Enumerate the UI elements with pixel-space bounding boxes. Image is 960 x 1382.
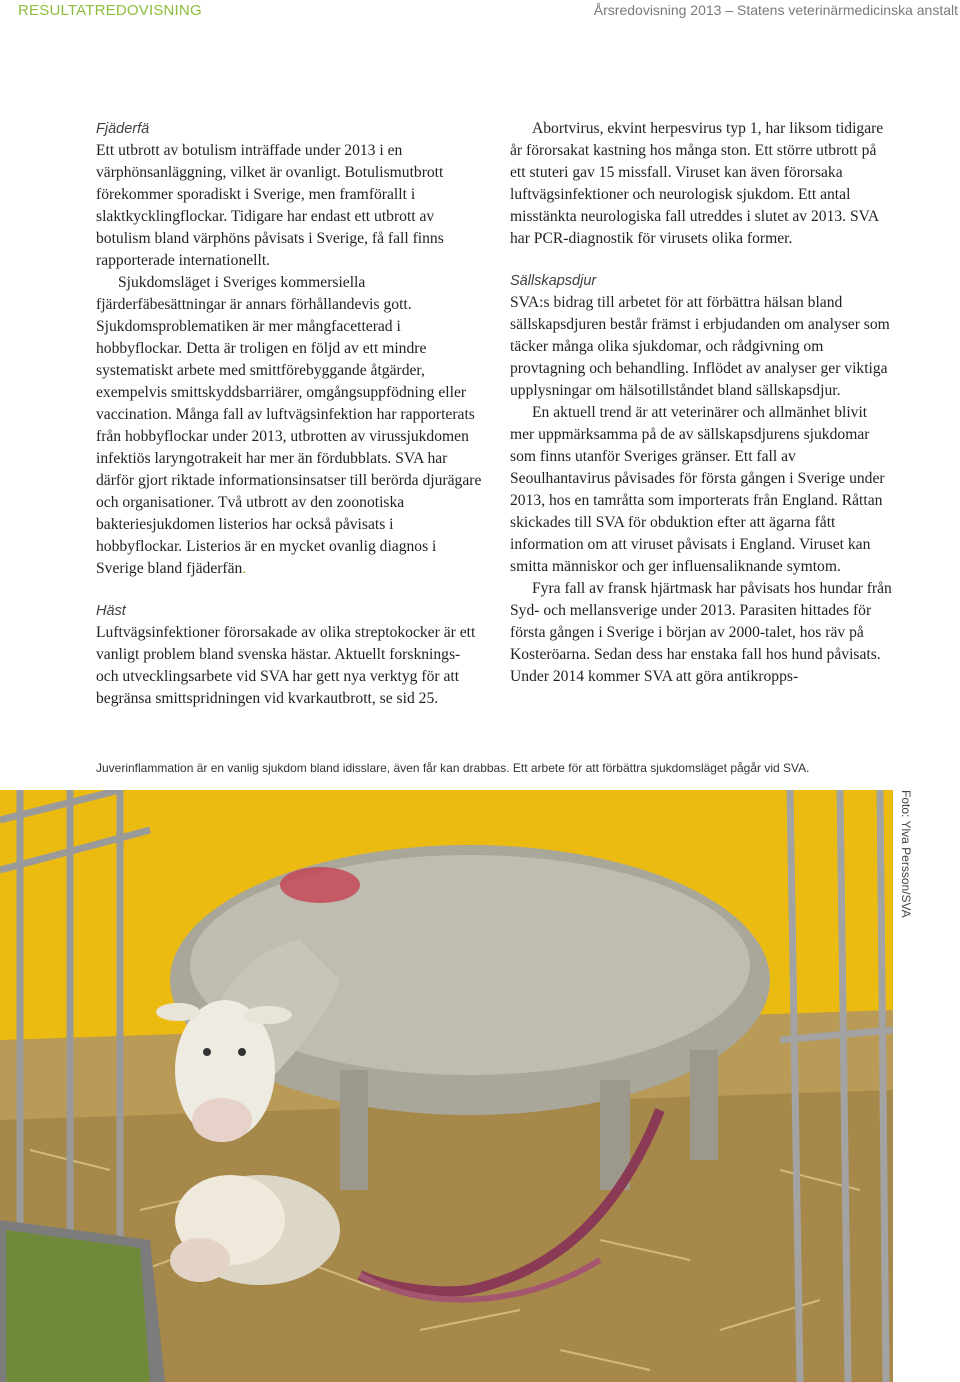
heading-sallskapsdjur: Sällskapsdjur [510, 273, 597, 289]
heading-hast: Häst [96, 603, 126, 619]
paragraph-hobbyflockar-text: Sjukdomsläget i Sveriges kommersiella fjärderfäbesättningar är annars förhållandevis gott. Sjukdomsproblematiken är mer mångfacetterad i hobbyflockar. Detta är troligen en följd av ett mindre systematiskt arbete med smittförebyggande åtgärder, exempelvis smittskyddsbarriärer, omgångsuppfödning eller vaccination. Många fall av luftvägsinfektion har rapporterats från hobbyflockar under 2013, utbrotten av virussjukdomen infektiös laryngotrakeit har mer än fördubblats. SVA har därför gjort riktade informationsinsatser till berörda djurägare och organisationer. Två utbrott av den zoonotiska bakteriesjukdomen listerios har också påvisats i hobbyflockar. Listerios är en mycket ovanlig diagnos i Sverige bland fjäderfän [96, 274, 482, 577]
paragraph-streptokocker: Luftvägsinfektioner förorsakade av olika streptokocker är ett vanligt problem bland svenska hästar. Aktuellt forsknings- och utvecklingsarbete vid SVA har gett nya verktyg för att begränsa smittspridningen vid kvarkautbrott, se sid 25. [96, 624, 476, 707]
sheep-photo [0, 790, 893, 1382]
photo-credit-text: Foto: Ylva Persson/SVA [899, 790, 913, 918]
paragraph-hjartmask: Fyra fall av fransk hjärtmask har påvisats hos hundar från Syd- och mellansverige under 2013. Parasiten hittades för första gången i Sverige i början av 2000-talet, hos räv på Kosteröarna. Sedan dess har enstaka fall hos hund påvisats. Under 2014 kommer SVA att göra antikropps- [510, 580, 892, 685]
paragraph-hobbyflockar [96, 272, 482, 580]
figure-caption: Juverinflammation är en vanlig sjukdom bland idisslare, även får kan drabbas. Ett arbete för att förbättra sjukdomsläget pågår vid SVA. [96, 761, 810, 775]
paragraph-abortvirus: Abortvirus, ekvint herpesvirus typ 1, har liksom tidigare år förorsakat kastning hos många ston. Ett större utbrott på ett stuteri gav 15 missfall. Viruset kan även förorsaka luftvägsinfektioner och neurologisk sjukdom. Ett antal misstänkta neurologiska fall utreddes i slutet av 2013. SVA har PCR-diagnostik för virusets olika former. [510, 120, 884, 247]
paragraph-seoulhantavirus: En aktuell trend är att veterinärer och allmänhet blivit mer uppmärksamma på de av sällskapsdjurens sjukdomar som finns utanför Sveriges gränser. Ett fall av Seoulhantavirus påvisades för första gången i Sverige under 2013, hos en tamråtta som importerats från England. Råttan skickades till SVA för obduktion efter att ägarna fått information om att viruset påvisats i England. Viruset kan smitta människor och ger influensaliknande symtom. [510, 404, 885, 575]
publication-title: Årsredovisning 2013 – Statens veterinärmedicinska anstalt [593, 2, 958, 18]
photo-credit [895, 790, 915, 920]
section-label: RESULTATREDOVISNING [18, 2, 202, 19]
left-column [96, 118, 482, 710]
right-column [510, 118, 895, 688]
paragraph-sva-bidrag: SVA:s bidrag till arbetet för att förbättra hälsan bland sällskapsdjuren består främst i erbjudanden om analyser som täcker många olika sjukdomar, och rådgivning om provtagning och behandling. Inflödet av analyser ger viktiga upplysningar om hälsotillståndet bland sällskapsdjur. [510, 294, 890, 399]
paragraph-botulism: Ett utbrott av botulism inträffade under 2013 i en värphönsanläggning, vilket är ovanligt. Botulismutbrott förekommer sporadiskt i Sverige, men framförallt i slaktkycklingflockar. Tidigare har endast ett utbrott av botulism bland värphöns påvisats i Sverige, få fall finns rapporterade internationellt. [96, 142, 444, 269]
end-mark: . [242, 560, 247, 577]
heading-fjaderfa: Fjäderfä [96, 121, 150, 137]
